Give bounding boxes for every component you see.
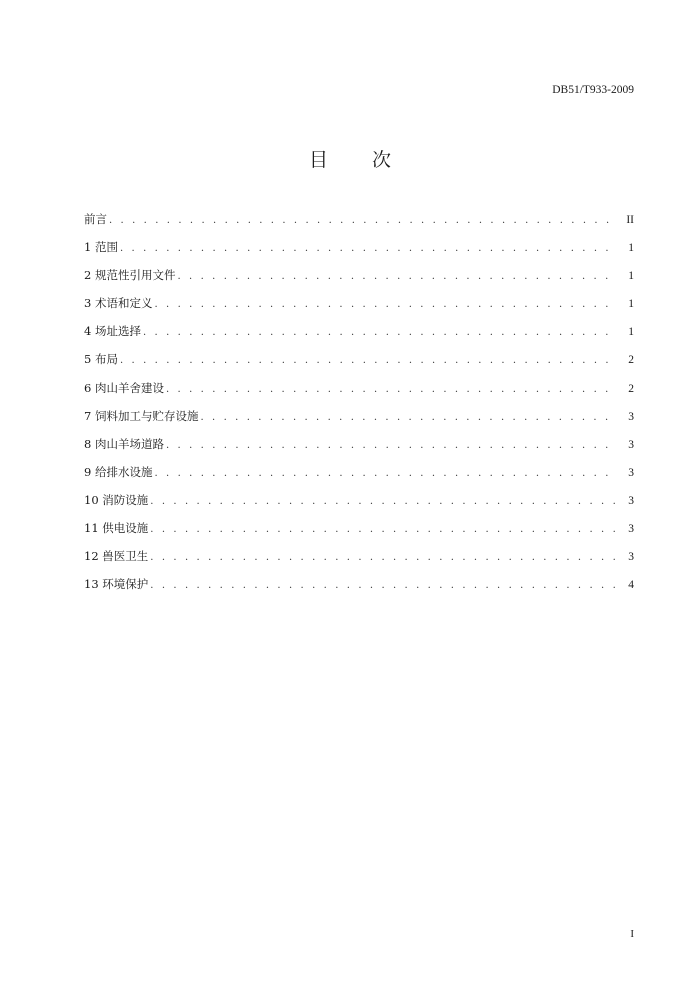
title-char-1: 目 [308, 149, 328, 171]
toc-entry-label: 12 兽医卫生 [84, 549, 149, 564]
toc-entry-label: 前言 [84, 212, 107, 226]
toc-entry-2[interactable] [84, 266, 634, 294]
toc-entry-3[interactable] [84, 294, 634, 322]
toc-dot-leader [150, 577, 616, 595]
toc-entry-page: 1 [628, 242, 634, 255]
toc-entry-13[interactable] [84, 575, 634, 603]
toc-entry-label: 5 布局 [84, 352, 118, 367]
toc-dot-leader [166, 381, 616, 399]
toc-entry-label: 13 环境保护 [84, 577, 149, 592]
toc-entry-label: 10 消防设施 [84, 492, 149, 507]
page-number: I [630, 928, 634, 940]
toc-dot-leader [109, 212, 616, 230]
title-char-2: 次 [372, 149, 392, 171]
toc-dot-leader [143, 324, 616, 342]
toc-dot-leader [150, 521, 616, 539]
toc-entry-page: 1 [628, 270, 634, 283]
toc-dot-leader [154, 296, 616, 314]
toc-dot-leader [150, 493, 616, 511]
toc-entry-preface[interactable] [84, 210, 634, 238]
document-code: DB51/T933-2009 [552, 84, 634, 96]
toc-dot-leader [200, 409, 616, 427]
toc-entry-page: 3 [628, 438, 634, 451]
toc-entry-page: 1 [628, 298, 634, 311]
toc-entry-page: 3 [628, 494, 634, 507]
toc-entry-page: 3 [628, 551, 634, 564]
toc-entry-label: 7 饲料加工与贮存设施 [84, 408, 199, 423]
toc-entry-12[interactable] [84, 547, 634, 575]
toc-entry-label: 9 给排水设施 [84, 464, 153, 479]
toc-entry-page: 4 [628, 579, 634, 592]
toc-entry-1[interactable] [84, 238, 634, 266]
toc-entry-page: 3 [628, 523, 634, 536]
toc-entry-page: 2 [628, 354, 634, 367]
toc-entry-page: 2 [628, 382, 634, 395]
toc-entry-page: II [626, 214, 634, 226]
toc-dot-leader [120, 352, 616, 370]
toc-dot-leader [120, 240, 616, 258]
toc-entry-page: 3 [628, 466, 634, 479]
toc-entry-label: 1 范围 [84, 240, 118, 255]
toc-entry-9[interactable] [84, 463, 634, 491]
toc-entry-label: 3 术语和定义 [84, 296, 153, 311]
toc-dot-leader [177, 268, 616, 286]
toc-entry-label: 4 场址选择 [84, 324, 141, 339]
toc-dot-leader [154, 465, 616, 483]
table-of-contents [84, 210, 634, 603]
toc-entry-label: 6 肉山羊舍建设 [84, 380, 164, 395]
page-title [0, 145, 700, 172]
toc-entry-4[interactable] [84, 322, 634, 350]
toc-entry-label: 8 肉山羊场道路 [84, 436, 164, 451]
toc-dot-leader [166, 437, 616, 455]
toc-entry-6[interactable] [84, 379, 634, 407]
toc-entry-label: 11 供电设施 [84, 521, 149, 536]
toc-entry-8[interactable] [84, 435, 634, 463]
toc-entry-label: 2 规范性引用文件 [84, 268, 176, 283]
toc-entry-11[interactable] [84, 519, 634, 547]
toc-entry-page: 1 [628, 326, 634, 339]
toc-entry-7[interactable] [84, 407, 634, 435]
toc-entry-page: 3 [628, 410, 634, 423]
toc-entry-5[interactable] [84, 350, 634, 378]
toc-dot-leader [150, 549, 616, 567]
toc-entry-10[interactable] [84, 491, 634, 519]
